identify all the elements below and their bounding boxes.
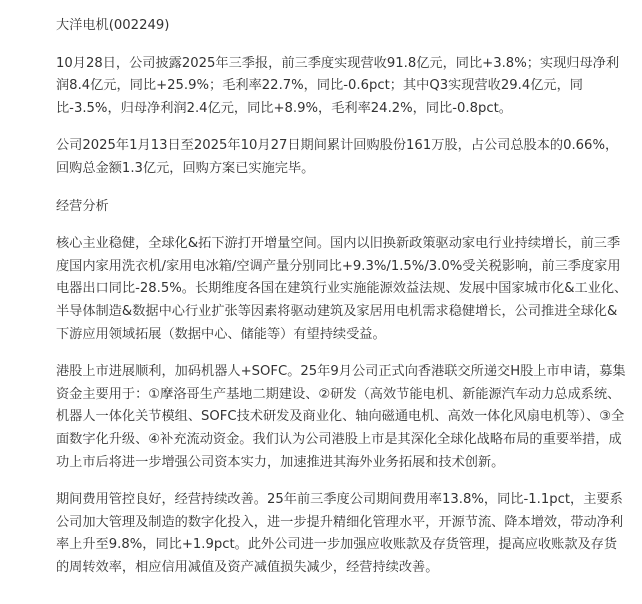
analysis-paragraph-hk-listing: 港股上市进展顺利，加码机器人+SOFC。25年9月公司正式向香港联交所递交H股上市申请，募集资金主要用于：①摩洛哥生产基地二期建设、②研发（高效节能电机、新能源汽车动力总成系统、机器人一体化关节模组、SOFC技术研发及商业化、轴向磁通电机、高效一体化风扇电机等）、③全面数字化升级、④补充流动资金。我们认为公司港股上市是其深化全球化战略布局的重要举措，成功上市后将进一步增强公司资本实力，加速推进其海外业务拓展和技术创新。 — [56, 364, 626, 470]
company-title: 大洋电机(002249) — [56, 18, 170, 33]
buyback-paragraph: 公司2025年1月13日至2025年10月27日期间累计回购股份161万股，占公司总股本的0.66%，回购总金额1.3亿元，回购方案已实施完毕。 — [56, 138, 619, 176]
analysis-paragraph-core-business: 核心主业稳健，全球化&拓下游打开增量空间。国内以旧换新政策驱动家电行业持续增长，前三季度国内家用洗衣机/家用电冰箱/空调产量分别同比+9.3%/1.5%/3.0%受关税影响，前三季度家用电器出口同比-28.5%。长期维度各国在建筑行业实施能源效益法规、发展中国家城市化&工业化、半导体制造&数据中心行业扩张等因素将驱动建筑及家居用电机需求稳健增长，公司推进全球化&下游应用领域拓展（数据中心、储能等）有望持续受益。 — [56, 236, 628, 342]
earnings-paragraph: 10月28日，公司披露2025年三季报，前三季度实现营收91.8亿元，同比+3.8%；实现归母净利润8.4亿元，同比+25.9%；毛利率22.7%，同比-0.6pct；其中Q3实现营收29.4亿元，同比-3.5%，归母净利润2.4亿元，同比+8.9%，毛利率24.2%，同比-0.8pct。 — [56, 55, 620, 116]
section-title-operating-analysis: 经营分析 — [56, 198, 109, 214]
analysis-paragraph-expense-control: 期间费用管控良好，经营持续改善。25年前三季度公司期间费用率13.8%，同比-1.1pct，主要系公司加大管理及制造的数字化投入，进一步提升精细化管理水平，开源节流、降本增效，带动净利率上升至9.8%，同比+1.9pct。此外公司进一步加强应收账款及存货管理，提高应收账款及存货的周转效率，相应信用减值及资产减值损失减少，经营持续改善。 — [56, 492, 624, 575]
